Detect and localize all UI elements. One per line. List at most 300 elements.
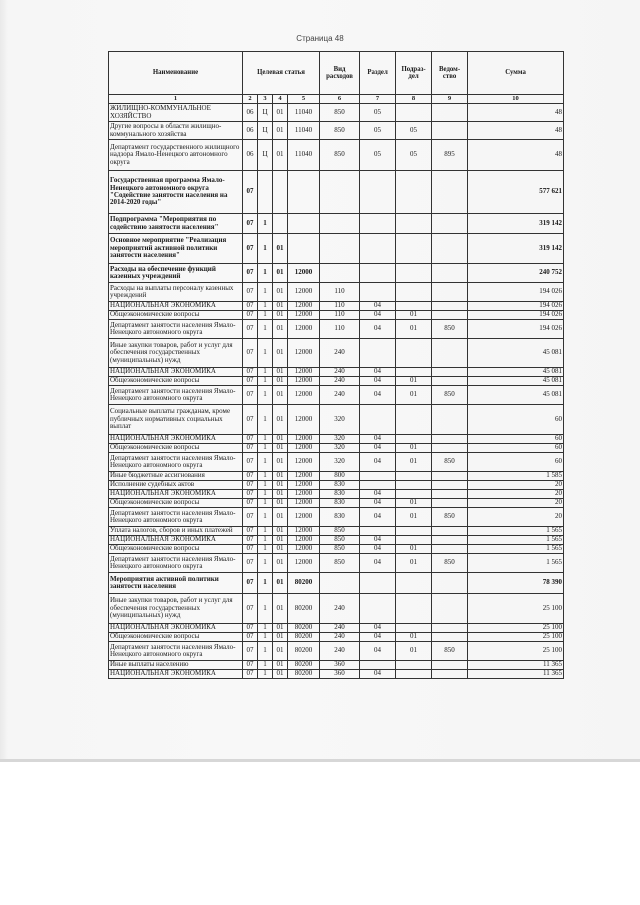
table-row — [109, 536, 564, 545]
program-code-cell: 07 — [243, 642, 258, 661]
section-cell — [360, 661, 396, 670]
activity-code-cell: 01 — [273, 594, 288, 624]
activity-code-cell: 01 — [273, 508, 288, 527]
expense-type-cell: 110 — [320, 320, 360, 339]
subsection-cell — [396, 264, 432, 283]
amount-cell: 194 026 — [468, 302, 564, 311]
row-name-cell: Общеэкономические вопросы — [109, 633, 243, 642]
activity-code-cell: 01 — [273, 405, 288, 435]
subprogram-code-cell: 1 — [258, 670, 273, 679]
table-row — [109, 104, 564, 122]
program-code-cell: 07 — [243, 508, 258, 527]
program-code-cell: 07 — [243, 624, 258, 633]
direction-code-cell: 80200 — [288, 642, 320, 661]
program-code-cell: 07 — [243, 527, 258, 536]
expense-type-cell: 320 — [320, 435, 360, 444]
subsection-cell — [396, 171, 432, 214]
subsection-cell: 01 — [396, 377, 432, 386]
direction-code-cell: 12000 — [288, 490, 320, 499]
expense-type-cell: 240 — [320, 339, 360, 368]
subprogram-code-cell: 1 — [258, 624, 273, 633]
expense-type-cell: 830 — [320, 508, 360, 527]
subprogram-code-cell: 1 — [258, 302, 273, 311]
row-name-cell: Иные выплаты населению — [109, 661, 243, 670]
row-name-cell: Иные бюджетные ассигнования — [109, 472, 243, 481]
program-code-cell: 07 — [243, 633, 258, 642]
department-cell — [432, 481, 468, 490]
table-row — [109, 642, 564, 661]
program-code-cell: 06 — [243, 140, 258, 171]
table-row — [109, 214, 564, 234]
subprogram-code-cell: 1 — [258, 453, 273, 472]
program-code-cell: 07 — [243, 386, 258, 405]
subprogram-code-cell: 1 — [258, 633, 273, 642]
row-name-cell: Иные закупки товаров, работ и услуг для обеспечения государственных (муниципальных) нужд — [109, 339, 243, 368]
row-name-cell: Департамент занятости населения Ямало-Ненецкого автономного округа — [109, 642, 243, 661]
program-code-cell: 07 — [243, 377, 258, 386]
activity-code-cell: 01 — [273, 554, 288, 573]
section-cell: 05 — [360, 122, 396, 140]
department-cell — [432, 472, 468, 481]
direction-code-cell: 80200 — [288, 624, 320, 633]
direction-code-cell: 12000 — [288, 368, 320, 377]
expense-type-cell: 850 — [320, 140, 360, 171]
expense-type-cell — [320, 573, 360, 594]
program-code-cell: 07 — [243, 536, 258, 545]
row-name-cell: Департамент государственного жилищного надзора Ямало-Ненецкого автономного округа — [109, 140, 243, 171]
header-name: Наименование — [109, 52, 243, 95]
table-header-row — [109, 52, 564, 95]
expense-type-cell: 830 — [320, 490, 360, 499]
department-cell — [432, 234, 468, 264]
subprogram-code-cell: 1 — [258, 545, 273, 554]
row-name-cell: Общеэкономические вопросы — [109, 499, 243, 508]
department-cell — [432, 171, 468, 214]
row-name-cell: Исполнение судебных актов — [109, 481, 243, 490]
department-cell — [432, 573, 468, 594]
table-row — [109, 453, 564, 472]
amount-cell: 20 — [468, 490, 564, 499]
direction-code-cell: 12000 — [288, 527, 320, 536]
program-code-cell: 07 — [243, 171, 258, 214]
expense-type-cell: 850 — [320, 527, 360, 536]
table-row — [109, 283, 564, 302]
row-name-cell: Общеэкономические вопросы — [109, 545, 243, 554]
table-row — [109, 171, 564, 214]
subsection-cell: 01 — [396, 444, 432, 453]
subprogram-code-cell: 1 — [258, 642, 273, 661]
activity-code-cell — [273, 214, 288, 234]
subsection-cell — [396, 405, 432, 435]
subprogram-code-cell: 1 — [258, 527, 273, 536]
direction-code-cell: 12000 — [288, 320, 320, 339]
table-row — [109, 444, 564, 453]
subsection-cell: 01 — [396, 545, 432, 554]
subsection-cell — [396, 435, 432, 444]
direction-code-cell: 12000 — [288, 499, 320, 508]
activity-code-cell: 01 — [273, 311, 288, 320]
program-code-cell: 07 — [243, 311, 258, 320]
table-row — [109, 545, 564, 554]
subsection-cell — [396, 670, 432, 679]
subprogram-code-cell: Ц — [258, 122, 273, 140]
column-number: 8 — [396, 95, 432, 104]
section-cell: 04 — [360, 499, 396, 508]
amount-cell: 240 752 — [468, 264, 564, 283]
column-number-row — [109, 95, 564, 104]
row-name-cell: НАЦИОНАЛЬНАЯ ЭКОНОМИКА — [109, 490, 243, 499]
row-name-cell: Иные закупки товаров, работ и услуг для обеспечения государственных (муниципальных) нужд — [109, 594, 243, 624]
department-cell — [432, 339, 468, 368]
subsection-cell — [396, 234, 432, 264]
direction-code-cell: 12000 — [288, 481, 320, 490]
subsection-cell — [396, 472, 432, 481]
subsection-cell: 01 — [396, 453, 432, 472]
table-row — [109, 368, 564, 377]
expense-type-cell: 850 — [320, 554, 360, 573]
direction-code-cell: 12000 — [288, 405, 320, 435]
subprogram-code-cell: 1 — [258, 405, 273, 435]
table-row — [109, 594, 564, 624]
activity-code-cell: 01 — [273, 122, 288, 140]
header-expense-type: Вид расходов — [320, 52, 360, 95]
table-row — [109, 320, 564, 339]
subsection-cell — [396, 573, 432, 594]
department-cell: 850 — [432, 453, 468, 472]
table-row — [109, 234, 564, 264]
subsection-cell — [396, 283, 432, 302]
activity-code-cell: 01 — [273, 444, 288, 453]
row-name-cell: Департамент занятости населения Ямало-Ненецкого автономного округа — [109, 508, 243, 527]
program-code-cell: 06 — [243, 122, 258, 140]
amount-cell: 48 — [468, 140, 564, 171]
row-name-cell: Государственная программа Ямало-Ненецкого автономного округа "Содействие занятости населения на 2014-2020 годы" — [109, 171, 243, 214]
department-cell — [432, 302, 468, 311]
activity-code-cell: 01 — [273, 545, 288, 554]
subprogram-code-cell: 1 — [258, 283, 273, 302]
program-code-cell: 07 — [243, 453, 258, 472]
amount-cell: 577 621 — [468, 171, 564, 214]
activity-code-cell: 01 — [273, 377, 288, 386]
direction-code-cell: 80200 — [288, 661, 320, 670]
direction-code-cell: 12000 — [288, 536, 320, 545]
subsection-cell — [396, 624, 432, 633]
column-number: 7 — [360, 95, 396, 104]
department-cell: 850 — [432, 320, 468, 339]
expense-type-cell: 830 — [320, 499, 360, 508]
expense-type-cell — [320, 264, 360, 283]
subsection-cell: 01 — [396, 554, 432, 573]
direction-code-cell: 11040 — [288, 104, 320, 122]
amount-cell: 20 — [468, 481, 564, 490]
activity-code-cell: 01 — [273, 642, 288, 661]
activity-code-cell: 01 — [273, 302, 288, 311]
column-number: 5 — [288, 95, 320, 104]
expense-type-cell: 850 — [320, 545, 360, 554]
subsection-cell: 01 — [396, 642, 432, 661]
direction-code-cell: 12000 — [288, 453, 320, 472]
direction-code-cell: 12000 — [288, 554, 320, 573]
row-name-cell: Расходы на обеспечение функций казенных учреждений — [109, 264, 243, 283]
activity-code-cell: 01 — [273, 633, 288, 642]
amount-cell: 11 365 — [468, 670, 564, 679]
row-name-cell: НАЦИОНАЛЬНАЯ ЭКОНОМИКА — [109, 624, 243, 633]
row-name-cell: Общеэкономические вопросы — [109, 311, 243, 320]
section-cell: 04 — [360, 368, 396, 377]
section-cell: 04 — [360, 386, 396, 405]
row-name-cell: НАЦИОНАЛЬНАЯ ЭКОНОМИКА — [109, 670, 243, 679]
table-row — [109, 264, 564, 283]
subsection-cell — [396, 368, 432, 377]
department-cell — [432, 536, 468, 545]
activity-code-cell: 01 — [273, 490, 288, 499]
department-cell — [432, 104, 468, 122]
column-number: 2 — [243, 95, 258, 104]
department-cell — [432, 311, 468, 320]
table-row — [109, 122, 564, 140]
section-cell: 05 — [360, 104, 396, 122]
subprogram-code-cell: 1 — [258, 554, 273, 573]
table-row — [109, 405, 564, 435]
activity-code-cell: 01 — [273, 234, 288, 264]
subsection-cell — [396, 481, 432, 490]
table-row — [109, 624, 564, 633]
activity-code-cell: 01 — [273, 453, 288, 472]
amount-cell: 1 565 — [468, 554, 564, 573]
subprogram-code-cell: 1 — [258, 234, 273, 264]
subprogram-code-cell: 1 — [258, 661, 273, 670]
section-cell — [360, 339, 396, 368]
table-row — [109, 377, 564, 386]
row-name-cell: НАЦИОНАЛЬНАЯ ЭКОНОМИКА — [109, 368, 243, 377]
section-cell — [360, 594, 396, 624]
subsection-cell — [396, 490, 432, 499]
section-cell: 04 — [360, 642, 396, 661]
expense-type-cell: 240 — [320, 624, 360, 633]
column-number: 1 — [109, 95, 243, 104]
activity-code-cell: 01 — [273, 472, 288, 481]
direction-code-cell: 12000 — [288, 435, 320, 444]
section-cell — [360, 234, 396, 264]
amount-cell: 48 — [468, 104, 564, 122]
table-body — [109, 104, 564, 679]
row-name-cell: Другие вопросы в области жилищно-коммунального хозяйства — [109, 122, 243, 140]
program-code-cell: 07 — [243, 234, 258, 264]
activity-code-cell: 01 — [273, 435, 288, 444]
amount-cell: 319 142 — [468, 234, 564, 264]
section-cell: 04 — [360, 377, 396, 386]
subprogram-code-cell: 1 — [258, 435, 273, 444]
program-code-cell: 07 — [243, 368, 258, 377]
program-code-cell: 07 — [243, 594, 258, 624]
row-name-cell: НАЦИОНАЛЬНАЯ ЭКОНОМИКА — [109, 536, 243, 545]
activity-code-cell: 01 — [273, 661, 288, 670]
activity-code-cell: 01 — [273, 536, 288, 545]
activity-code-cell: 01 — [273, 283, 288, 302]
amount-cell: 25 100 — [468, 594, 564, 624]
direction-code-cell: 12000 — [288, 508, 320, 527]
section-cell — [360, 481, 396, 490]
header-amount: Сумма — [468, 52, 564, 95]
direction-code-cell: 11040 — [288, 140, 320, 171]
program-code-cell: 06 — [243, 104, 258, 122]
amount-cell: 1 565 — [468, 545, 564, 554]
budget-table — [108, 51, 564, 679]
program-code-cell: 07 — [243, 490, 258, 499]
table-row — [109, 339, 564, 368]
table-row — [109, 661, 564, 670]
expense-type-cell: 240 — [320, 642, 360, 661]
program-code-cell: 07 — [243, 661, 258, 670]
department-cell: 850 — [432, 386, 468, 405]
activity-code-cell: 01 — [273, 140, 288, 171]
direction-code-cell: 12000 — [288, 386, 320, 405]
subsection-cell — [396, 536, 432, 545]
activity-code-cell: 01 — [273, 624, 288, 633]
section-cell: 04 — [360, 490, 396, 499]
expense-type-cell: 240 — [320, 594, 360, 624]
header-department: Ведом-ство — [432, 52, 468, 95]
department-cell — [432, 670, 468, 679]
row-name-cell: Подпрограмма "Мероприятия по содействию занятости населения" — [109, 214, 243, 234]
row-name-cell: Социальные выплаты гражданам, кроме публичных нормативных социальных выплат — [109, 405, 243, 435]
page-number-label: Страница 48 — [296, 34, 344, 43]
department-cell — [432, 435, 468, 444]
table-row — [109, 508, 564, 527]
amount-cell: 25 100 — [468, 642, 564, 661]
department-cell — [432, 499, 468, 508]
section-cell — [360, 171, 396, 214]
table-row — [109, 633, 564, 642]
table-row — [109, 302, 564, 311]
column-number: 4 — [273, 95, 288, 104]
table-row — [109, 670, 564, 679]
table-row — [109, 527, 564, 536]
amount-cell: 25 100 — [468, 633, 564, 642]
row-name-cell: Департамент занятости населения Ямало-Ненецкого автономного округа — [109, 554, 243, 573]
expense-type-cell: 800 — [320, 472, 360, 481]
activity-code-cell — [273, 171, 288, 214]
department-cell — [432, 377, 468, 386]
expense-type-cell: 240 — [320, 368, 360, 377]
column-number: 9 — [432, 95, 468, 104]
expense-type-cell: 240 — [320, 377, 360, 386]
table-row — [109, 311, 564, 320]
section-cell: 04 — [360, 536, 396, 545]
subprogram-code-cell: 1 — [258, 472, 273, 481]
amount-cell: 45 081 — [468, 339, 564, 368]
row-name-cell: Уплата налогов, сборов и иных платежей — [109, 527, 243, 536]
section-cell: 04 — [360, 302, 396, 311]
department-cell — [432, 661, 468, 670]
activity-code-cell: 01 — [273, 104, 288, 122]
amount-cell: 1 565 — [468, 536, 564, 545]
subprogram-code-cell: 1 — [258, 444, 273, 453]
direction-code-cell: 80200 — [288, 670, 320, 679]
subsection-cell: 01 — [396, 499, 432, 508]
table-row — [109, 472, 564, 481]
amount-cell: 45 081 — [468, 377, 564, 386]
section-cell: 04 — [360, 320, 396, 339]
subsection-cell: 05 — [396, 122, 432, 140]
activity-code-cell: 01 — [273, 386, 288, 405]
program-code-cell: 07 — [243, 302, 258, 311]
row-name-cell: ЖИЛИЩНО-КОММУНАЛЬНОЕ ХОЗЯЙСТВО — [109, 104, 243, 122]
subsection-cell — [396, 214, 432, 234]
program-code-cell: 07 — [243, 573, 258, 594]
expense-type-cell: 240 — [320, 633, 360, 642]
table-row — [109, 140, 564, 171]
subprogram-code-cell: 1 — [258, 594, 273, 624]
subsection-cell — [396, 661, 432, 670]
row-name-cell: Департамент занятости населения Ямало-Ненецкого автономного округа — [109, 453, 243, 472]
subprogram-code-cell: 1 — [258, 536, 273, 545]
program-code-cell: 07 — [243, 214, 258, 234]
page-edge — [0, 759, 640, 762]
department-cell — [432, 368, 468, 377]
section-cell: 04 — [360, 624, 396, 633]
amount-cell: 60 — [468, 453, 564, 472]
department-cell — [432, 633, 468, 642]
amount-cell: 20 — [468, 499, 564, 508]
direction-code-cell: 80200 — [288, 594, 320, 624]
program-code-cell: 07 — [243, 405, 258, 435]
section-cell — [360, 527, 396, 536]
expense-type-cell: 850 — [320, 104, 360, 122]
activity-code-cell: 01 — [273, 339, 288, 368]
subsection-cell — [396, 104, 432, 122]
subprogram-code-cell: 1 — [258, 499, 273, 508]
column-number: 3 — [258, 95, 273, 104]
activity-code-cell: 01 — [273, 368, 288, 377]
header-target-article: Целевая статья — [243, 52, 320, 95]
activity-code-cell: 01 — [273, 499, 288, 508]
subprogram-code-cell: 1 — [258, 339, 273, 368]
subsection-cell: 01 — [396, 311, 432, 320]
section-cell — [360, 283, 396, 302]
expense-type-cell — [320, 171, 360, 214]
row-name-cell: Общеэкономические вопросы — [109, 377, 243, 386]
department-cell: 895 — [432, 140, 468, 171]
subprogram-code-cell: 1 — [258, 311, 273, 320]
subprogram-code-cell: 1 — [258, 264, 273, 283]
program-code-cell: 07 — [243, 472, 258, 481]
subprogram-code-cell: 1 — [258, 573, 273, 594]
department-cell — [432, 122, 468, 140]
table-row — [109, 490, 564, 499]
department-cell — [432, 594, 468, 624]
program-code-cell: 07 — [243, 339, 258, 368]
program-code-cell: 07 — [243, 283, 258, 302]
subprogram-code-cell: 1 — [258, 368, 273, 377]
expense-type-cell: 320 — [320, 444, 360, 453]
section-cell: 04 — [360, 435, 396, 444]
amount-cell: 60 — [468, 405, 564, 435]
section-cell — [360, 573, 396, 594]
section-cell: 05 — [360, 140, 396, 171]
subprogram-code-cell: 1 — [258, 377, 273, 386]
department-cell — [432, 405, 468, 435]
amount-cell: 11 365 — [468, 661, 564, 670]
subsection-cell: 05 — [396, 140, 432, 171]
table-row — [109, 554, 564, 573]
section-cell: 04 — [360, 453, 396, 472]
row-name-cell: Мероприятия активной политики занятости населения — [109, 573, 243, 594]
subsection-cell — [396, 339, 432, 368]
program-code-cell: 07 — [243, 264, 258, 283]
activity-code-cell: 01 — [273, 481, 288, 490]
amount-cell: 78 390 — [468, 573, 564, 594]
